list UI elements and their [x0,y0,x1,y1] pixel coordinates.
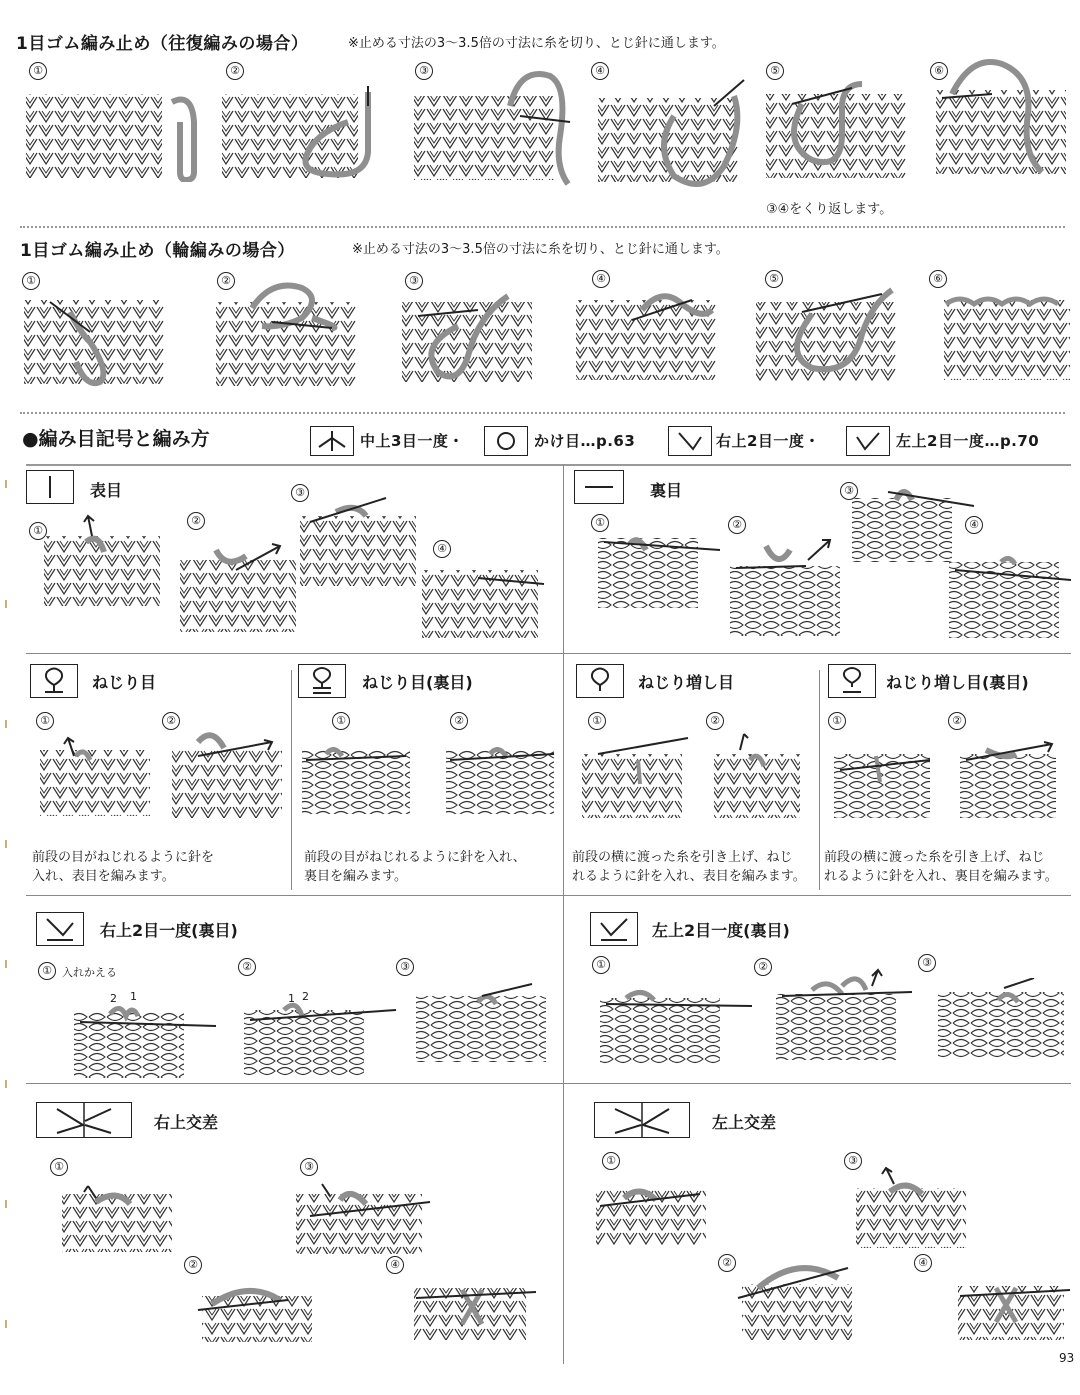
grid-center [563,464,564,1364]
left-cross-step-3: ③ [844,1152,862,1170]
k2tog-purl-step-3: ③ [918,954,936,972]
grid-top [26,464,1071,466]
ssk-purl-step-3: ③ [396,958,414,976]
s1-step-4: ④ [591,62,609,80]
twisted-inc-purl-desc-line-1: 前段の横に渡った糸を引き上げ、ねじ [824,850,1045,865]
legend-item-3: 右上2目一度・ [716,432,820,450]
right-cross-step-4: ④ [386,1256,404,1274]
right-cross-illustration-2 [188,1280,318,1344]
twisted-inc-title: ねじり増し目 [638,673,735,692]
s2-illustration-1 [20,292,170,392]
s1-illustration-3 [410,66,580,186]
twisted-increase-symbol-icon [577,665,623,697]
twisted-illustration-1 [36,730,156,818]
twisted-purl-illustration-1 [296,730,416,816]
twisted-inc-desc-line-1: 前段の横に渡った糸を引き上げ、ねじ [572,850,793,865]
purl-step-1: ① [591,514,609,532]
s2-step-4: ④ [592,270,610,288]
right-decrease-purl-symbol-icon [37,913,83,945]
k2tog-purl-step-2: ② [754,958,772,976]
left-cross-illustration-2 [728,1258,868,1342]
symbol-ssk-box [668,426,712,456]
twisted-inc-purl-illustration-2 [956,730,1066,820]
section2-note: ※止める寸法の3～3.5倍の寸法に糸を切り、とじ針に通します。 [352,242,729,257]
knit-step-4: ④ [433,540,451,558]
twisted-inc-illustration-1 [578,730,698,820]
twisted-step-1: ① [36,712,54,730]
twisted-title: ねじり目 [92,673,157,692]
k2tog-purl-symbol-box [590,912,638,946]
yarn-over-symbol-icon [485,427,527,455]
twisted-inc-purl-illustration-1 [830,730,940,820]
left-cross-step-2: ② [718,1254,736,1272]
twisted-inc-desc [572,848,806,886]
ssk-purl-m2: 2 [302,990,309,1003]
s2-step-3: ③ [405,272,423,290]
twisted-purl-symbol-icon [299,665,345,697]
cdd-symbol-icon [311,427,353,455]
twisted-purl-desc-line-2: 裏目を編みます。 [304,869,407,884]
ssk-purl-n1: 1 [130,990,137,1003]
s2-illustration-3 [398,286,538,386]
s1-illustration-5 [762,74,912,184]
twisted-purl-step-2: ② [450,712,468,730]
k2tog-purl-title: 左上2目一度(裏目) [652,921,790,940]
twisted-purl-symbol-box [298,664,346,698]
twisted-symbol-box [30,664,78,698]
s1-illustration-2 [218,82,398,182]
twisted-desc-line-1: 前段の目がねじれるように針を [32,850,215,865]
ssk-purl-annotation: 入れかえる [62,966,117,979]
right-cross-symbol-box [36,1102,132,1138]
s2-illustration-2 [212,278,362,388]
s2-illustration-6 [940,294,1075,384]
ssk-purl-m1: 1 [288,992,295,1005]
twisted-inc-symbol-box [576,664,624,698]
right-cross-step-3: ③ [300,1158,318,1176]
s1-illustration-1 [22,82,202,182]
twisted-inc-illustration-2 [710,730,810,820]
twisted-inc-step-1: ① [588,712,606,730]
ssk-purl-n2: 2 [110,992,117,1005]
right-cross-illustration-1 [56,1178,186,1254]
k2tog-purl-illustration-1 [596,984,756,1068]
left-decrease-purl-symbol-icon [591,913,637,945]
ssk-purl-illustration-1 [70,1002,220,1082]
twisted-increase-purl-symbol-icon [829,665,875,697]
left-cross-illustration-3 [850,1162,980,1252]
section2-title: 1目ゴム編み止め（輪編みの場合） [20,241,295,261]
twisted-stitch-symbol-icon [31,665,77,697]
right-cross-illustration-4 [406,1272,541,1342]
purl-symbol-icon [575,471,623,503]
k2tog-purl-illustration-3 [934,978,1074,1062]
k2tog-purl-step-1: ① [592,956,610,974]
twisted-desc [32,848,214,886]
knit-title: 表目 [90,481,123,500]
twisted-inc-purl-desc-line-2: れるように針を入れ、裏目を編みます。 [824,869,1058,884]
s2-step-1: ① [22,272,40,290]
left-cross-title: 左上交差 [712,1113,777,1132]
twisted-inc-step-2: ② [706,712,724,730]
purl-illustration-2 [726,530,846,638]
ssk-purl-illustration-2 [240,996,400,1080]
left-decrease-symbol-icon [847,427,889,455]
twisted-inc-purl-step-1: ① [828,712,846,730]
s1-step-2: ② [226,62,244,80]
left-cross-illustration-4 [950,1266,1075,1342]
divider-1 [20,226,1065,228]
ssk-purl-step-1: ① [38,962,56,980]
s2-illustration-5 [752,284,902,384]
knit-illustration-4 [418,560,548,640]
symbol-k2tog-box [846,426,890,456]
grid-row-2 [26,895,1071,896]
twisted-inc-purl-title: ねじり増し目(裏目) [886,673,1029,692]
twisted-inc-desc-line-2: れるように針を入れ、表目を編みます。 [572,869,806,884]
legend-item-2: かけ目…p.63 [534,432,636,450]
twisted-inc-purl-desc [824,848,1058,886]
right-cross-symbol-icon [37,1103,131,1137]
twisted-illustration-2 [168,722,288,820]
knit-illustration-3 [296,492,426,588]
twisted-step-2: ② [162,712,180,730]
twisted-purl-step-1: ① [332,712,350,730]
purl-title: 裏目 [650,481,683,500]
right-cross-step-2: ② [184,1256,202,1274]
grid-mid-left [291,670,292,890]
grid-row-1 [26,653,1071,654]
symbol-cdd-box [310,426,354,456]
twisted-desc-line-2: 入れ、表目を編みます。 [32,869,175,884]
purl-illustration-1 [594,520,724,610]
knit-step-1: ① [29,522,47,540]
legend-item-4: 左上2目一度…p.70 [896,432,1040,450]
section1-repeat-note: ③④をくり返します。 [766,202,893,217]
left-cross-illustration-1 [590,1176,720,1248]
right-cross-step-1: ① [50,1158,68,1176]
left-cross-symbol-icon [595,1103,689,1137]
s1-step-5: ⑤ [766,62,784,80]
ssk-purl-symbol-box [36,912,84,946]
knit-step-3: ③ [291,484,309,502]
grid-row-3 [26,1083,1071,1084]
s1-step-1: ① [29,62,47,80]
divider-2 [20,412,1065,414]
purl-step-2: ② [728,516,746,534]
twisted-purl-illustration-2 [440,730,560,816]
purl-symbol-box [574,470,624,504]
purl-illustration-4 [945,540,1075,640]
section1-title: 1目ゴム編み止め（往復編みの場合） [16,34,309,54]
left-cross-step-1: ① [602,1152,620,1170]
left-cross-symbol-box [594,1102,690,1138]
twisted-inc-purl-symbol-box [828,664,876,698]
left-cross-step-4: ④ [914,1254,932,1272]
s2-illustration-4 [572,290,722,382]
knit-symbol-icon [27,471,73,503]
legend-title: ●編み目記号と編み方 [22,428,210,450]
right-cross-illustration-3 [290,1176,440,1258]
s1-illustration-4 [594,76,764,188]
ssk-purl-title: 右上2目一度(裏目) [100,921,238,940]
symbol-yo-box [484,426,528,456]
purl-step-4: ④ [965,516,983,534]
k2tog-purl-illustration-2 [772,966,922,1064]
s1-illustration-6 [932,54,1072,179]
knit-step-2: ② [187,512,205,530]
twisted-purl-desc [304,848,526,886]
twisted-purl-desc-line-1: 前段の目がねじれるように針を入れ、 [304,850,526,865]
s1-step-3: ③ [415,62,433,80]
purl-step-3: ③ [840,482,858,500]
s2-step-6: ⑥ [929,270,947,288]
s1-step-6: ⑥ [930,62,948,80]
s2-step-2: ② [217,272,235,290]
legend-item-1: 中上3目一度・ [360,432,464,450]
binding-marks [4,480,8,1380]
twisted-inc-purl-step-2: ② [948,712,966,730]
knit-illustration-1 [40,512,170,608]
knit-illustration-2 [176,530,301,635]
right-decrease-symbol-icon [669,427,711,455]
section1-note: ※止める寸法の3～3.5倍の寸法に糸を切り、とじ針に通します。 [348,36,725,51]
knit-symbol-box [26,470,74,504]
ssk-purl-illustration-3 [412,980,562,1066]
page-number: 93 [1059,1351,1075,1365]
grid-mid-right [819,670,820,890]
s2-step-5: ⑤ [765,270,783,288]
ssk-purl-step-2: ② [238,958,256,976]
right-cross-title: 右上交差 [154,1113,219,1132]
twisted-purl-title: ねじり目(裏目) [362,673,473,692]
